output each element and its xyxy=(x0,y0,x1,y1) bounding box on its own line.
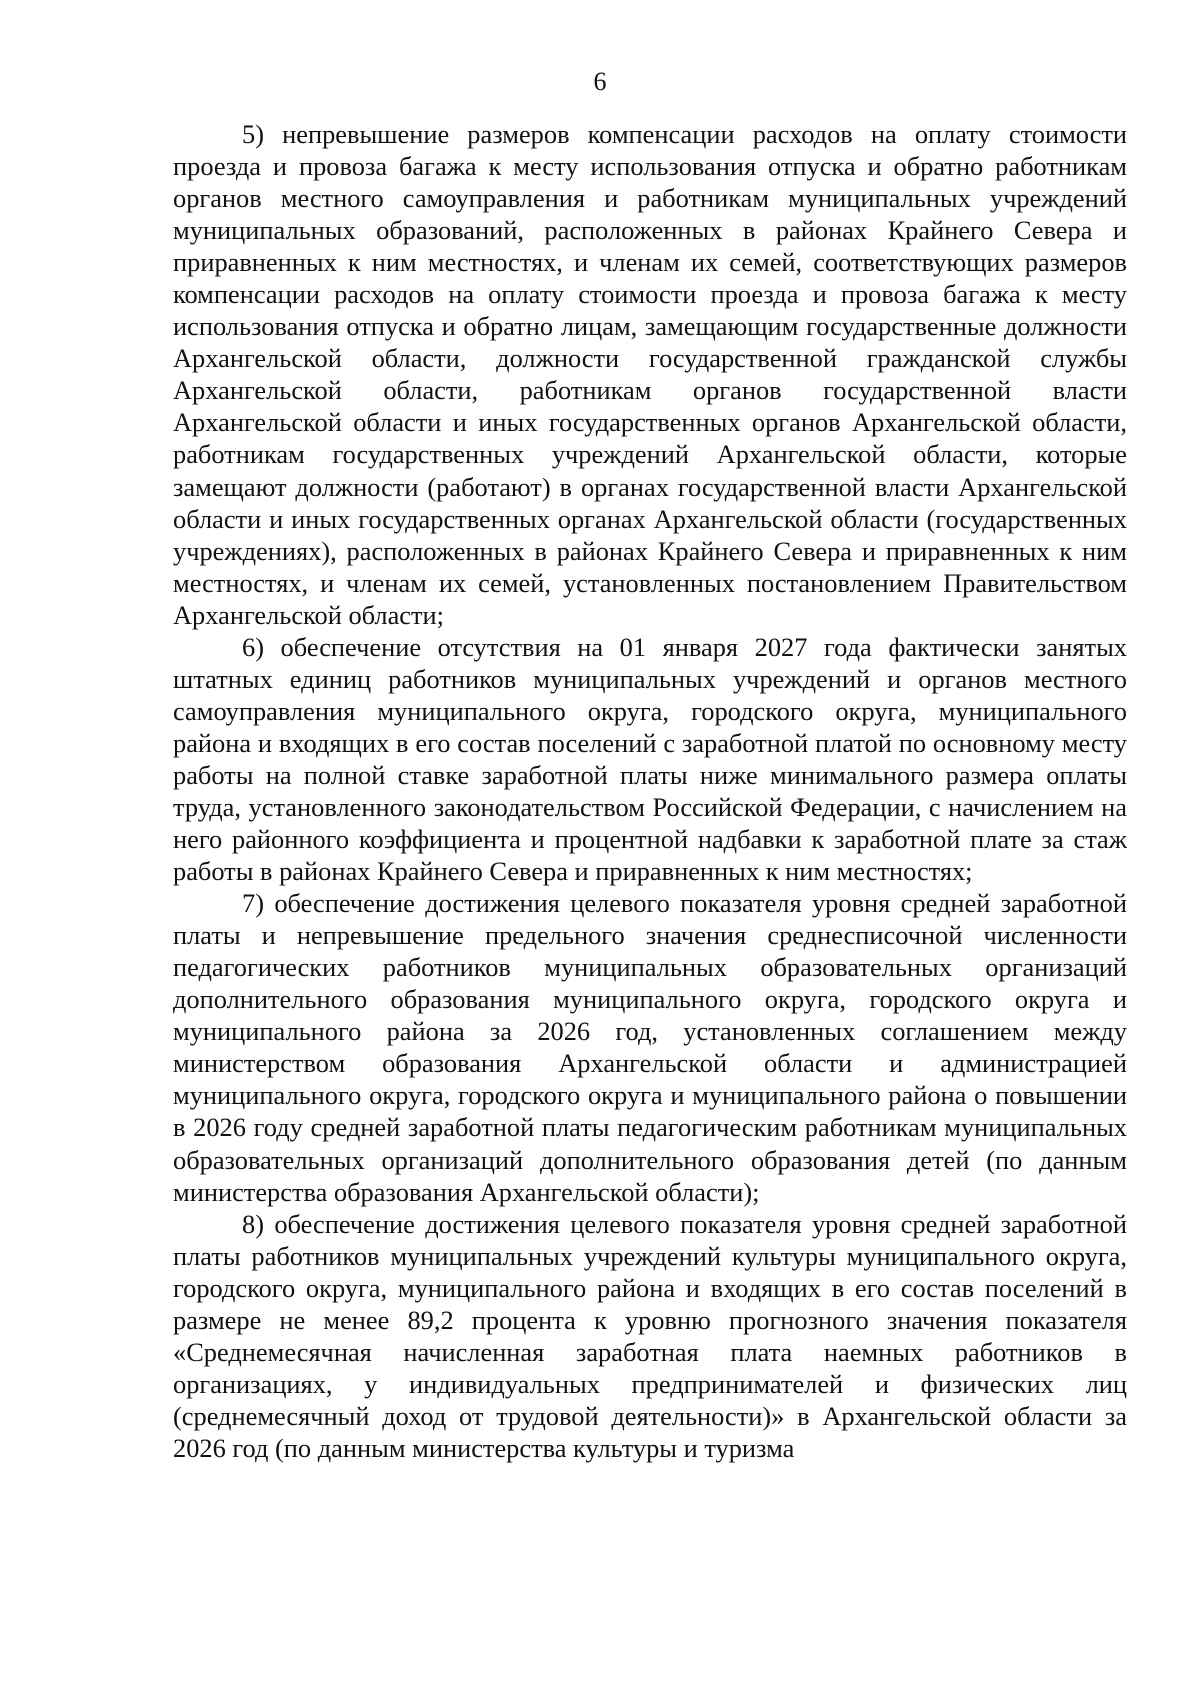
paragraph-item-5: 5) непревышение размеров компенсации расходов на оплату стоимости проезда и провоза багажа к месту использования отпуска и обратно работникам органов местного самоуправления и работникам муниципальных учреждений муниципальных образований, расположенных в районах Крайнего Севера и приравненных к ним местностях, и членам их семей, соответствующих размеров компенсации расходов на оплату стоимости проезда и провоза багажа к месту использования отпуска и обратно лицам, замещающим государственные должности Архангельской области, должности государственной гражданской службы Архангельской области, работникам органов государственной власти Архангельской области и иных государственных органов Архангельской области, работникам государственных учреждений Архангельской области, которые замещают должности (работают) в органах государственной власти Архангельской области и иных государственных органах Архангельской области (государственных учреждениях), расположенных в районах Крайнего Севера и приравненных к ним местностях, и членам их семей, установленных постановлением Правительством Архангельской области; xyxy=(173,119,1127,630)
paragraph-item-7: 7) обеспечение достижения целевого показателя уровня средней заработной платы и непревышение предельного значения среднесписочной численности педагогических работников муниципальных образовательных организаций дополнительного образования муниципального округа, городского округа и муниципального района за 2026 год, установленных соглашением между министерством образования Архангельской области и администрацией муниципального округа, городского округа и муниципального района о повышении в 2026 году средней заработной платы педагогическим работникам муниципальных образовательных организаций дополнительного образования детей (по данным министерства образования Архангельской области); xyxy=(173,888,1127,1207)
paragraph-item-6: 6) обеспечение отсутствия на 01 января 2027 года фактически занятых штатных единиц работников муниципальных учреждений и органов местного самоуправления муниципального округа, городского округа, муниципального района и входящих в его состав поселений с заработной платой по основному месту работы на полной ставке заработной платы ниже минимального размера оплаты труда, установленного законодательством Российской Федерации, с начислением на него районного коэффициента и процентной надбавки к заработной плате за стаж работы в районах Крайнего Севера и приравненных к ним местностях; xyxy=(173,631,1127,887)
paragraph-item-8: 8) обеспечение достижения целевого показателя уровня средней заработной платы работников муниципальных учреждений культуры муниципального округа, городского округа, муниципального района и входящих в его состав поселений в размере не менее 89,2 процента к уровню прогнозного значения показателя «Среднемесячная начисленная заработная плата наемных работников в организациях, у индивидуальных предпринимателей и физических лиц (среднемесячный доход от трудовой деятельности)» в Архангельской области за 2026 год (по данным министерства культуры и туризма xyxy=(173,1208,1127,1463)
page-number: 6 xyxy=(593,67,607,96)
document-body xyxy=(173,118,1127,1464)
